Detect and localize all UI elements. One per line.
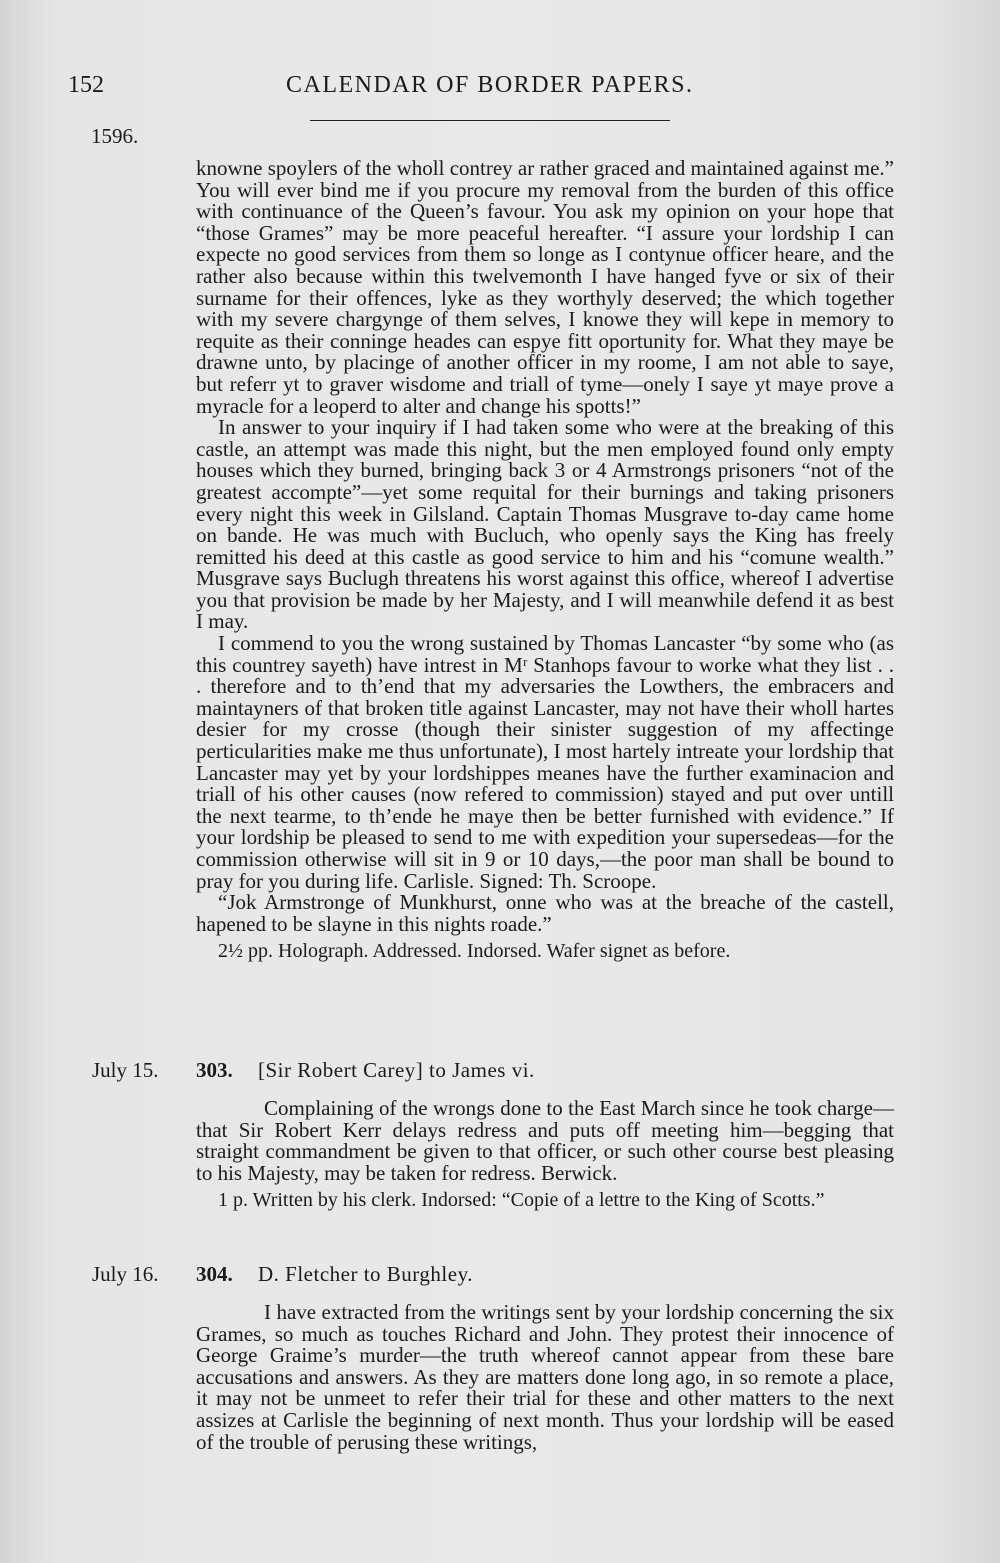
page-number: 152: [68, 72, 104, 98]
paragraph: “Jok Armstronge of Munkhurst, onne who was at the breache of the castell, hapened to be slayne in this nights roade.”: [196, 890, 894, 936]
entry-number: 304.: [196, 1262, 233, 1286]
entry-303-body: [196, 1098, 894, 1212]
entry-date: July 15.: [92, 1058, 159, 1082]
paragraph: I commend to you the wrong sustained by Thomas Lancaster “by some who (as this countrey sayeth) have intrest in Mʳ Stanhops favour to worke what they list . . . therefore and to th’end that my adversaries the Lowthers, the embracers and maintayners of that broken title against Lancaster, may not have their wholl hartes desier for my crosse (though their sinister suggestion of my affectinge perticularities make me thus unfortunate), I most hartely intreate your lordship that Lancaster may yet by your lordshippes meanes have the further examinacion and triall of his other causes (now refered to commission) stayed and put over untill the next tearme, to th’ende he maye then be better furnished with evidence.” If your lordship be pleased to send to me with expedition your supersedeas—for the commission otherwise will sit in 9 or 10 days,—the poor man shall be bound to pray for you during life. Carlisle. Signed: Th. Scroope.: [196, 631, 894, 893]
header-rule: [310, 120, 670, 121]
paragraph: In answer to your inquiry if I had taken some who were at the breaking of this castle, an attempt was made this night, but the men employed found only empty houses which they burned, bringing back 3 or 4 Armstrongs prisoners “not of the greatest accompte”—yet some requital for their burnings and taking prisoners every night this week in Gilsland. Captain Thomas Musgrave to-day came home on bande. He was much with Bucluch, who openly says the King has freely remitted his deed at this castle as good service to him and his “comune wealth.” Musgrave says Buclugh threatens his worst against this office, whereof I advertise you that provision be made by her Majesty, and I will meanwhile defend it as best I may.: [196, 415, 894, 634]
paragraph: I have extracted from the writings sent by your lordship concerning the six Grames, so much as touches Richard and John. They protest their innocence of George Graime’s murder—the truth whereof cannot appear from these bare accusations and answers. As they are matters done long ago, in so remote a place, it may not be unmeet to refer their trial for these and other matters to the next assizes at Carlisle the beginning of next month. Thus your lordship will be eased of the trouble of perusing these writings,: [196, 1300, 894, 1454]
entry-number: 303.: [196, 1058, 233, 1082]
entry-date: July 16.: [92, 1262, 159, 1286]
paragraph: knowne spoylers of the wholl contrey ar rather graced and maintained against me.” You will ever bind me if you procure my removal from the burden of this office with continuance of the Queen’s favour. You ask my opinion on your hope that “those Grames” may be more peaceful hereafter. “I assure your lordship I can expecte no good services from them so longe as I contynue officer heare, and the rather also because within this twelvemonth I have hanged fyve or six of their surname for their offences, lyke as they worthyly deserved; the which together with my severe chargynge of them selves, I knowe they will kepe in memory to requite as their conninge heades can espye fitt oportunity for. What they maye be drawne unto, by placinge of another officer in my roome, I am not able to saye, but referr yt to graver wisdome and triall of tyme—onely I saye yt maye prove a myracle for a leoperd to alter and change his spotts!”: [196, 156, 894, 418]
entry-title: [Sir Robert Carey] to James vi.: [258, 1058, 535, 1082]
entry-304-body: [196, 1302, 894, 1453]
year-marginal: 1596.: [91, 124, 139, 148]
page-header: [0, 68, 1000, 108]
running-title: CALENDAR OF BORDER PAPERS.: [286, 72, 694, 98]
document-description: 1 p. Written by his clerk. Indorsed: “Copie of a lettre to the King of Scotts.”: [218, 1189, 825, 1212]
continuation-text: [196, 158, 894, 963]
document-description: 2½ pp. Holograph. Addressed. Indorsed. Wafer signet as before.: [218, 940, 731, 963]
paragraph: Complaining of the wrongs done to the East March since he took charge—that Sir Robert Kerr delays redress and puts off meeting him—begging that straight commandment be given to that officer, or such other course best pleasing to his Majesty, may be taken for redress. Berwick.: [196, 1096, 894, 1185]
entry-title: D. Fletcher to Burghley.: [258, 1262, 473, 1286]
